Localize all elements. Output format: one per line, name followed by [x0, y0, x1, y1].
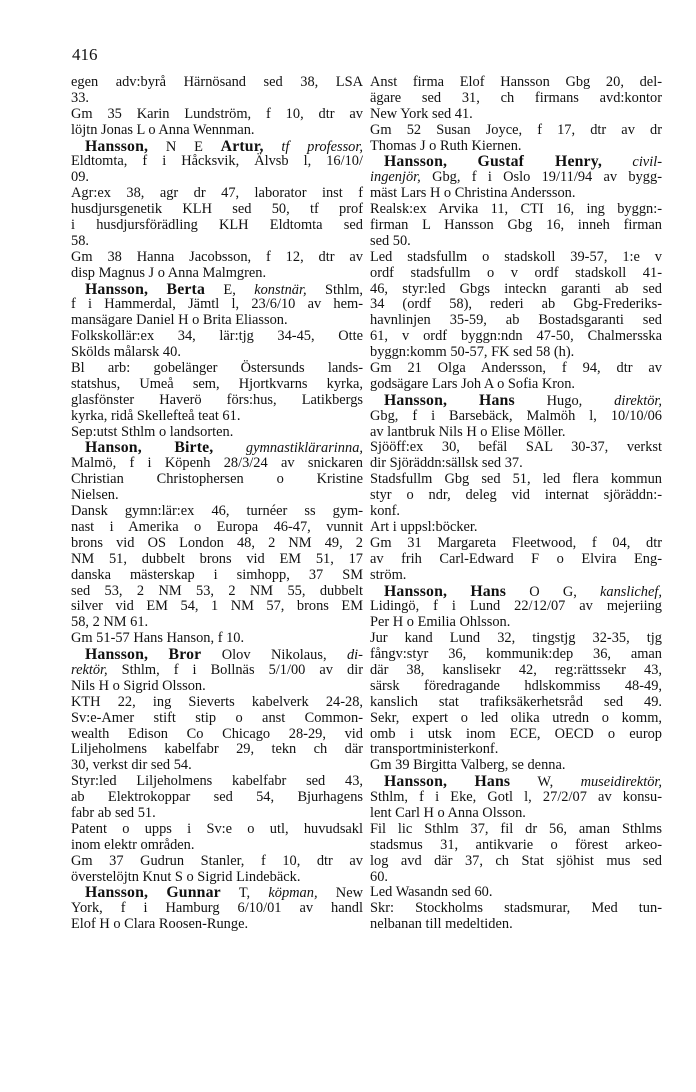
line-text: Gm 52 Susan Joyce, f 17, dtr av dr — [370, 121, 662, 138]
text-line — [71, 234, 363, 250]
line-text: 33. — [71, 89, 89, 106]
line-text: Skölds målarsk 40. — [71, 344, 181, 361]
line-text: Folkskollär:ex 34, lär:tjg 34-45, Otte — [71, 328, 363, 345]
line-text: Realsk:ex Arvika 11, CTI 16, ing byggn:- — [370, 201, 662, 218]
text-line — [71, 345, 363, 361]
line-text: 09. — [71, 169, 89, 186]
text-line — [370, 822, 662, 838]
line-text: Thomas J o Ruth Kiernen. — [370, 137, 522, 154]
text-line — [71, 154, 363, 170]
line-text: Agr:ex 38, agr dr 47, laborator inst f — [71, 185, 363, 202]
text-line — [71, 631, 363, 647]
line-text: stadsmus 31, antikvarie o förest arkeo- — [370, 836, 662, 853]
entry-given-name: Hans — [474, 773, 511, 791]
line-text: lent Carl H o Anna Olsson. — [370, 804, 526, 821]
line-text: 34 (ordf 58), rederi ab Gbg-Frederiks- — [370, 296, 662, 313]
entry-occupation: kanslichef, — [600, 583, 662, 600]
line-text: firman L Hansson Gbg 16, inneh firman — [370, 217, 662, 234]
text-line — [71, 806, 363, 822]
line-text: Sep:utst Sthlm o landsorten. — [71, 423, 234, 440]
line-text: mansägare Daniel H o Brita Eliasson. — [71, 312, 288, 329]
text-line — [71, 520, 363, 536]
text-line — [370, 790, 662, 806]
text-line — [370, 552, 662, 568]
text-line — [71, 790, 363, 806]
entry-given-name: Hans — [479, 391, 515, 409]
entry-initials — [142, 440, 175, 456]
entry-surname: Hansson, — [384, 391, 448, 409]
text-line — [71, 695, 363, 711]
text-line — [71, 536, 363, 552]
entry-given-name: Gunnar — [166, 884, 221, 902]
text-line — [370, 838, 662, 854]
text-line — [370, 456, 662, 472]
line-text: havnlinjen 35-59, ab Bostadsgaranti sed — [370, 312, 662, 329]
text-line — [71, 870, 363, 886]
entry-occupation: civil- — [602, 154, 662, 171]
line-text: husdjursgenetik KLH sed 50, tf prof — [71, 201, 363, 218]
entry-occupation: gymnastiklärarinna, — [213, 440, 363, 457]
entry-surname: Hanson, — [85, 439, 142, 457]
text-line — [370, 377, 662, 393]
right-column — [370, 75, 662, 933]
line-text: Gbg, f i Oslo 19/11/94 av bygg- — [420, 169, 662, 186]
line-text: mäst Lars H o Christina Andersson. — [370, 185, 576, 202]
entry-occupation: direktör, — [614, 392, 662, 409]
page-number: 416 — [72, 45, 98, 64]
text-line — [370, 758, 662, 774]
text-line — [71, 472, 363, 488]
line-text: där 38, kanslisekr 42, reg:rättssekr 43, — [370, 661, 662, 678]
text-line — [71, 552, 363, 568]
line-text: Liljeholmens kabelfabr 29, tekn ch där — [71, 741, 363, 758]
entry-initials — [148, 282, 166, 298]
text-line — [71, 313, 363, 329]
line-text: f i Hammerdal, Jämtl l, 23/6/10 av hem- — [71, 296, 363, 313]
line-text: danska mästerskap i simhopp, 37 SM — [71, 566, 363, 583]
text-line — [370, 901, 662, 917]
text-line — [370, 870, 662, 886]
text-line — [71, 123, 363, 139]
text-line — [370, 440, 662, 456]
text-line — [370, 170, 662, 186]
line-text: inom elektr områden. — [71, 836, 195, 853]
line-text: Sekr, expert o led olika utredn o komm, — [370, 709, 662, 726]
text-line — [370, 409, 662, 425]
line-text: löjtn Jonas L o Anna Wennman. — [71, 121, 255, 138]
line-text: fabr ab sed 51. — [71, 804, 156, 821]
text-line — [370, 599, 662, 615]
line-text: York, f i Hamburg 6/10/01 av handl — [71, 900, 363, 917]
line-text: 58. — [71, 232, 89, 249]
text-line — [370, 631, 662, 647]
entry-initials: N E — [148, 138, 221, 155]
text-line — [71, 297, 363, 313]
line-text: Sjööff:ex 30, befäl SAL 30-37, verkst — [370, 439, 662, 456]
text-line — [370, 266, 662, 282]
text-line — [71, 742, 363, 758]
entry-surname: Hansson, — [384, 582, 448, 600]
text-line — [370, 536, 662, 552]
line-text: Gbg, f i Barsebäck, Malmöh l, 10/10/06 — [370, 407, 662, 424]
text-line — [370, 917, 662, 933]
text-line — [71, 679, 363, 695]
entry-given-name: Bror — [168, 646, 202, 664]
line-text: Nils H o Sigrid Olsson. — [71, 677, 206, 694]
entry-occupation: konstnär, — [254, 281, 307, 298]
entry-occupation: museidirektör, — [580, 774, 662, 791]
line-text: av frih Carl-Edward F o Elvira Eng- — [370, 550, 662, 567]
text-line — [370, 202, 662, 218]
line-text: styr o ndr, deleg vid internat sjöräddn:- — [370, 487, 662, 504]
line-text: Styr:led Liljeholmens kabelfabr sed 43, — [71, 773, 363, 790]
entry-given-name: Gustaf Henry, — [477, 153, 602, 171]
text-line — [71, 917, 363, 933]
text-line — [71, 663, 363, 679]
text-line — [71, 488, 363, 504]
text-line — [71, 774, 363, 790]
text-line — [71, 202, 363, 218]
text-line — [71, 504, 363, 520]
text-line — [71, 584, 363, 600]
line-text: Malmö, f i Köpenh 28/3/24 av snickaren — [71, 455, 363, 472]
line-text: brons vid OS London 48, 2 NM 49, 2 — [71, 534, 363, 551]
text-line — [370, 345, 662, 361]
entry-heading-line — [71, 647, 363, 663]
text-line — [370, 854, 662, 870]
line-text: New York sed 41. — [370, 105, 473, 122]
text-line — [71, 901, 363, 917]
line-text: silver vid EM 54, 1 NM 57, brons EM — [71, 598, 363, 615]
line-text: Elof H o Clara Roosen-Runge. — [71, 916, 249, 933]
entry-heading-line — [370, 774, 662, 790]
text-line — [370, 139, 662, 155]
line-text: kyrka, ridå Skellefteå teat 61. — [71, 407, 241, 424]
text-line — [370, 123, 662, 139]
line-text: fångv:styr 36, kommunik:dep 36, aman — [370, 646, 662, 663]
text-line — [71, 854, 363, 870]
text-line — [370, 250, 662, 266]
line-text: Art i uppsl:böcker. — [370, 518, 478, 535]
entry-heading-line — [71, 885, 363, 901]
text-line — [370, 520, 662, 536]
left-column — [71, 75, 363, 933]
text-line — [370, 504, 662, 520]
entry-surname: Hansson, — [85, 280, 149, 298]
line-text: Sv:e-Amer stift stip o anst Common- — [71, 709, 363, 726]
text-line — [370, 234, 662, 250]
line-text: Led Wasandn sed 60. — [370, 884, 493, 901]
text-line — [370, 329, 662, 345]
text-line — [71, 393, 363, 409]
line-text: Jur kand Lund 32, tingstjg 32-35, tjg — [370, 630, 662, 647]
text-line — [71, 838, 363, 854]
line-text: av lantbruk Nils H o Elise Möller. — [370, 423, 566, 440]
text-line — [370, 107, 662, 123]
text-line — [370, 218, 662, 234]
line-text: NM 51, dubbelt brons vid EM 51, 17 — [71, 550, 363, 567]
line-text: Gm 21 Olga Andersson, f 94, dtr av — [370, 360, 662, 377]
entry-occupation: rektör, — [71, 661, 108, 678]
text-line — [370, 425, 662, 441]
line-text: 61, v ordf byggn:ndn 47-50, Chalmersska — [370, 328, 662, 345]
text-line — [71, 409, 363, 425]
text-line — [71, 91, 363, 107]
text-line — [370, 663, 662, 679]
text-line — [370, 727, 662, 743]
line-text: Patent o upps i Sv:e o utl, huvudsakl — [71, 820, 363, 837]
line-text: ägare sed 31, ch firmans avd:kontor — [370, 89, 662, 106]
line-text: Eldtomta, f i Håcksvik, Älvsb l, 16/10/ — [71, 153, 363, 170]
entry-initials — [148, 647, 168, 663]
entry-occupation: di- — [346, 647, 363, 664]
line-text: särsk föredragande hdlskommiss 48-49, — [370, 677, 662, 694]
text-line — [71, 822, 363, 838]
entry-given-name: Birte, — [174, 439, 214, 457]
text-line — [71, 250, 363, 266]
entry-given-name: Artur, — [220, 137, 264, 155]
line-text: 46, styr:led Gbgs inteckn garanti ab sed — [370, 280, 662, 297]
text-line — [370, 282, 662, 298]
line-text: Sthlm, f i Eke, Gotl l, 27/2/07 av konsu- — [370, 789, 662, 806]
text-line — [71, 170, 363, 186]
entry-heading-line — [71, 440, 363, 456]
line-text: Nielsen. — [71, 487, 119, 504]
text-line — [370, 472, 662, 488]
text-line — [370, 711, 662, 727]
text-line — [370, 695, 662, 711]
entry-middle-names: Olov Nikolaus, — [201, 647, 347, 664]
line-text: glasfönster Haverö förs:hus, Latikbergs — [71, 391, 363, 408]
text-line — [370, 297, 662, 313]
line-text: Stadsfullm Gbg sed 51, led flera kommun — [370, 471, 662, 488]
entry-given-name: Berta — [166, 280, 205, 298]
line-text: Gm 31 Margareta Fleetwood, f 04, dtr — [370, 534, 662, 551]
text-line — [71, 711, 363, 727]
line-text: Gm 37 Gudrun Stanler, f 10, dtr av — [71, 852, 363, 869]
line-text: nast i Amerika o Europa 46-47, vunnit — [71, 518, 363, 535]
line-text: wealth Edison Co Chicago 28-29, vid — [71, 725, 363, 742]
entry-given-name: Hans — [470, 582, 507, 600]
entry-middle-names: T, — [220, 885, 269, 902]
line-text: 30, verkst dir sed 54. — [71, 757, 192, 774]
text-line — [71, 456, 363, 472]
line-text: sed 53, 2 NM 53, 2 NM 55, dubbelt — [71, 582, 363, 599]
entry-heading-line — [370, 393, 662, 409]
entry-middle-names: W, — [510, 774, 581, 791]
line-text: i husdjursförädling KLH Eldtomta sed — [71, 217, 363, 234]
line-text: disp Magnus J o Anna Malmgren. — [71, 264, 267, 281]
line-text: transportministerkonf. — [370, 741, 499, 758]
line-text: nelbanan till medeltiden. — [370, 916, 513, 933]
line-text: dir Sjöräddn:sällsk sed 37. — [370, 455, 523, 472]
line-text: Fil lic Sthlm 37, fil dr 56, aman Sthlms — [370, 820, 662, 837]
entry-initials — [447, 393, 479, 409]
text-line — [71, 75, 363, 91]
text-line — [370, 313, 662, 329]
line-text: byggn:komm 50-57, FK sed 58 (h). — [370, 344, 575, 361]
entry-heading-line — [370, 154, 662, 170]
line-text: konf. — [370, 503, 400, 520]
line-text: överstelöjtn Knut S o Sigrid Lindebäck. — [71, 868, 301, 885]
text-line — [71, 266, 363, 282]
entry-surname: Hansson, — [384, 773, 448, 791]
entry-heading-line — [71, 282, 363, 298]
entry-occupation: ingenjör, — [370, 169, 421, 186]
entry-initials — [447, 154, 477, 170]
line-text: Skr: Stockholms stadsmurar, Med tun- — [370, 900, 662, 917]
text-line — [370, 361, 662, 377]
line-text: Lidingö, f i Lund 22/12/07 av mejeriing — [370, 598, 662, 615]
entry-heading-line — [370, 584, 662, 600]
entry-middle-names: E, — [205, 281, 255, 298]
text-line — [71, 218, 363, 234]
line-text: KTH 22, ing Sieverts kabelverk 24-28, — [71, 693, 363, 710]
text-line — [370, 647, 662, 663]
line-text: Gm 51-57 Hans Hanson, f 10. — [71, 630, 245, 647]
text-line — [71, 107, 363, 123]
text-line — [370, 91, 662, 107]
text-line — [71, 361, 363, 377]
text-line — [370, 186, 662, 202]
entry-occupation: köpman, — [268, 885, 318, 902]
entry-initials — [148, 885, 166, 901]
text-line — [370, 742, 662, 758]
text-line — [370, 679, 662, 695]
text-line — [370, 806, 662, 822]
entry-initials — [447, 584, 470, 600]
entry-initials — [447, 774, 474, 790]
line-text: godsägare Lars Joh A o Sofia Kron. — [370, 375, 576, 392]
line-text: Anst firma Elof Hansson Gbg 20, del- — [370, 74, 662, 90]
text-line — [370, 615, 662, 631]
text-line — [71, 615, 363, 631]
line-text: Gm 35 Karin Lundström, f 10, dtr av — [71, 105, 363, 122]
text-line — [71, 758, 363, 774]
text-line — [71, 599, 363, 615]
line-text: Led stadsfullm o stadskoll 39-57, 1:e v — [370, 248, 662, 265]
entry-middle-names: O G, — [506, 583, 601, 600]
entry-middle-names: Hugo, — [514, 392, 615, 409]
line-text: log avd där 37, ch Stat sjöhist mus sed — [370, 852, 662, 869]
line-text: statshus, Umeå sem, Hjortkvarns kyrka, — [71, 375, 363, 392]
line-text: ab Elektrokoppar sed 54, Bjurhagens — [71, 789, 363, 806]
line-text: 58, 2 NM 61. — [71, 614, 149, 631]
entry-surname: Hansson, — [85, 137, 149, 155]
entry-surname: Hansson, — [384, 153, 448, 171]
text-line — [71, 186, 363, 202]
entry-surname: Hansson, — [85, 884, 149, 902]
line-text: sed 50. — [370, 232, 411, 249]
line-text: omb i utsk inom ECE, OECD o europ — [370, 725, 662, 742]
line-text: kanslich stat trafiksäkerhetsråd sed 49. — [370, 693, 662, 710]
line-text: Gm 38 Hanna Jacobsson, f 12, dtr av — [71, 248, 363, 265]
text-line — [71, 329, 363, 345]
text-line — [370, 568, 662, 584]
line-text: 60. — [370, 868, 388, 885]
entry-occupation: tf professor, — [263, 138, 363, 155]
text-line — [370, 488, 662, 504]
text-line — [370, 75, 662, 91]
line-text: Christian Christophersen o Kristine — [71, 471, 363, 488]
entry-surname: Hansson, — [85, 646, 149, 664]
entry-location: New — [317, 885, 363, 902]
line-text: egen adv:byrå Härnösand sed 38, LSA — [71, 74, 363, 90]
line-text: Per H o Emilia Ohlsson. — [370, 614, 511, 631]
line-text: Sthlm, f i Bollnäs 5/1/00 av dir — [107, 661, 363, 678]
line-text: Bl arb: gobelänger Östersunds lands- — [71, 360, 363, 377]
line-text: ström. — [370, 566, 407, 583]
text-line — [71, 727, 363, 743]
text-line — [71, 425, 363, 441]
entry-location: Sthlm, — [306, 281, 363, 298]
text-line — [71, 377, 363, 393]
line-text: Dansk gymn:lär:ex 46, turnéer ss gym- — [71, 503, 363, 520]
line-text: Gm 39 Birgitta Valberg, se denna. — [370, 757, 566, 774]
line-text: ordf stadsfullm o v ordf stadskoll 41- — [370, 264, 662, 281]
text-line — [370, 885, 662, 901]
text-line — [71, 568, 363, 584]
